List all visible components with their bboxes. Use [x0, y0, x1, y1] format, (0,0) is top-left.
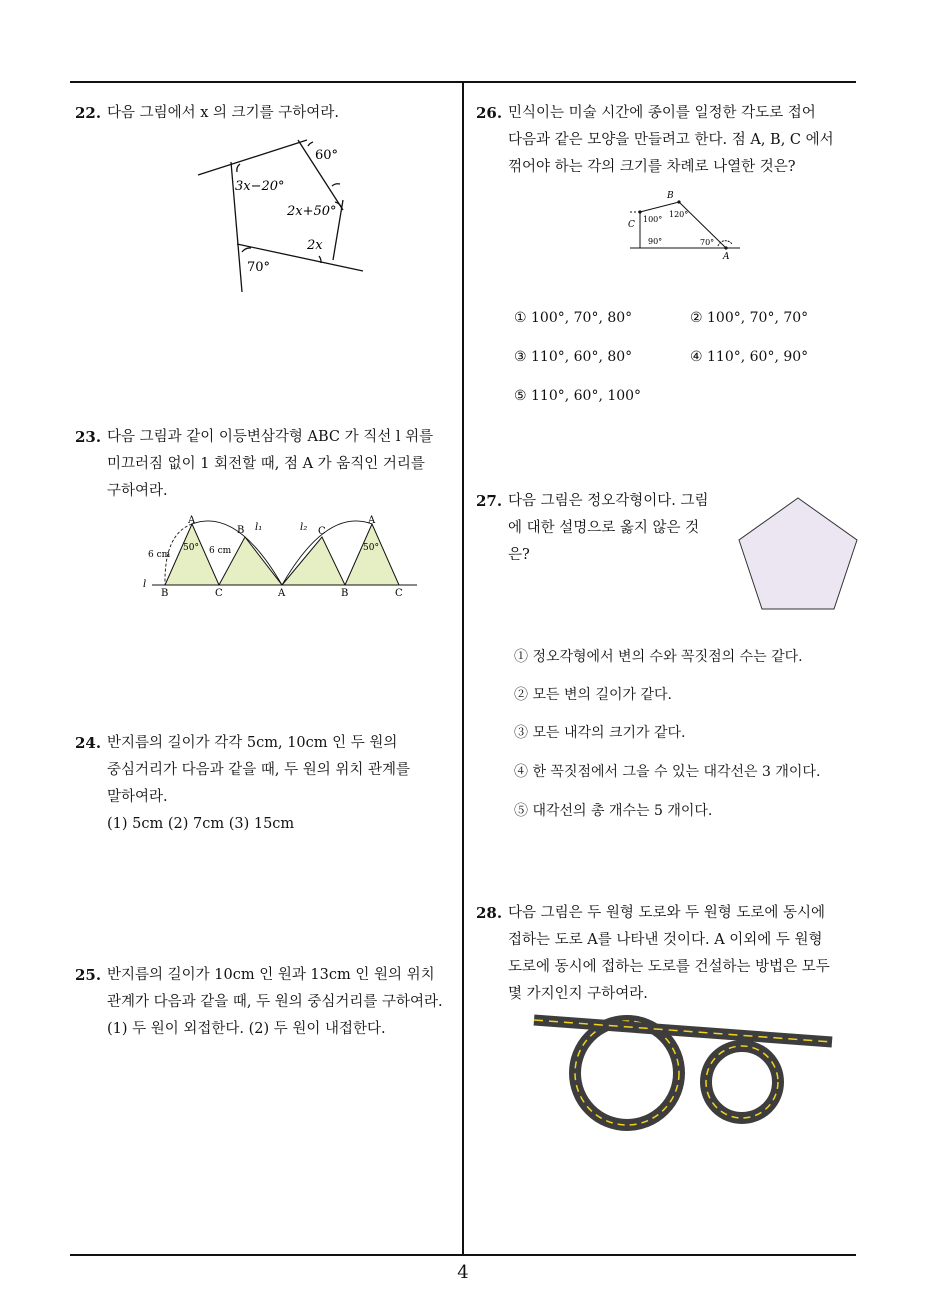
svg-text:B: B — [237, 525, 245, 536]
label-70: 70° — [247, 260, 271, 275]
figure-28-roads — [532, 1010, 834, 1140]
svg-text:B: B — [341, 588, 349, 599]
svg-text:120°: 120° — [669, 210, 689, 219]
svg-text:A: A — [278, 588, 286, 599]
svg-text:C: C — [628, 220, 635, 230]
svg-text:C: C — [318, 526, 326, 537]
q26-choice-5[interactable]: ⑤ 110°, 60°, 100° — [514, 388, 642, 404]
q27-choice-1[interactable]: ① 정오각형에서 변의 수와 꼭짓점의 수는 같다. — [514, 649, 803, 665]
label-2x: 2x — [307, 238, 323, 253]
svg-text:100°: 100° — [643, 215, 663, 224]
svg-text:50°: 50° — [363, 543, 379, 553]
q26-choice-1[interactable]: ① 100°, 70°, 80° — [514, 310, 633, 326]
svg-text:50°: 50° — [183, 543, 199, 553]
svg-text:C: C — [215, 588, 223, 599]
question-text: 민식이는 미술 시간에 종이를 일정한 각도로 접어 다음과 같은 모양을 만들려고 한다. 점 A, B, C 에서 꺾어야 하는 각의 크기를 차례로 나열한 것은? — [508, 105, 834, 175]
triangle-3 — [282, 537, 345, 585]
svg-text:A: A — [723, 252, 730, 262]
q26-choice-4[interactable]: ④ 110°, 60°, 90° — [690, 349, 809, 365]
svg-text:6 cm: 6 cm — [209, 546, 232, 556]
q26-choice-3[interactable]: ③ 110°, 60°, 80° — [514, 349, 633, 365]
question-text: 다음 그림에서 x 의 크기를 구하여라. — [107, 105, 339, 121]
q26-choice-2[interactable]: ② 100°, 70°, 70° — [690, 310, 809, 326]
svg-text:A: A — [368, 515, 376, 526]
svg-text:6 cm: 6 cm — [148, 550, 171, 560]
question-number: 28. — [476, 904, 503, 922]
question-number: 25. — [75, 966, 102, 984]
svg-text:B: B — [667, 191, 674, 201]
svg-text:90°: 90° — [648, 237, 663, 246]
figure-26-folded-paper — [622, 188, 744, 262]
question-text: 반지름의 길이가 각각 5cm, 10cm 인 두 원의 중심거리가 다음과 같을 때, 두 원의 위치 관계를 말하여라. (1) 5cm (2) 7cm (3) 15cm — [107, 735, 411, 832]
svg-text:C: C — [395, 588, 403, 599]
label-2x-50: 2x+50° — [287, 204, 337, 219]
svg-text:70°: 70° — [700, 238, 715, 247]
svg-text:l₁: l₁ — [255, 522, 263, 533]
triangle-2 — [219, 537, 282, 585]
question-number: 22. — [75, 104, 102, 122]
label-3x-20: 3x−20° — [235, 179, 285, 194]
question-number: 27. — [476, 492, 503, 510]
figure-23-rolling-triangle — [142, 512, 422, 600]
question-text: 다음 그림과 같이 이등변삼각형 ABC 가 직선 l 위를 미끄러짐 없이 1 회전할 때, 점 A 가 움직인 거리를 구하여라. — [107, 429, 434, 499]
question-number: 23. — [75, 428, 102, 446]
page-number: 4 — [457, 1262, 469, 1283]
question-text: 반지름의 길이가 10cm 인 원과 13cm 인 원의 위치 관계가 다음과 같을 때, 두 원의 중심거리를 구하여라. (1) 두 원이 외접한다. (2) 두 원이 내접한다. — [107, 967, 443, 1037]
svg-text:A: A — [188, 515, 196, 526]
question-text: 다음 그림은 정오각형이다. 그림 에 대한 설명으로 옳지 않은 것 은? — [508, 493, 709, 563]
svg-text:l: l — [143, 579, 147, 590]
q27-choice-5[interactable]: ⑤ 대각선의 총 개수는 5 개이다. — [514, 803, 713, 819]
figure-27-pentagon — [736, 495, 862, 613]
q27-choice-3[interactable]: ③ 모든 내각의 크기가 같다. — [514, 725, 686, 741]
triangle-4 — [345, 524, 399, 585]
question-text: 다음 그림은 두 원형 도로와 두 원형 도로에 동시에 접하는 도로 A를 나타낸 것이다. A 이외에 두 원형 도로에 동시에 접하는 도로를 건설하는 방법은 모두 몇 가지인지 구하여라. — [508, 905, 830, 1002]
column-divider — [462, 82, 464, 1255]
question-number: 26. — [476, 104, 503, 122]
svg-text:B: B — [161, 588, 169, 599]
figure-22-polygon — [195, 132, 370, 297]
question-number: 24. — [75, 734, 102, 752]
label-60: 60° — [315, 148, 339, 163]
q27-choice-2[interactable]: ② 모든 변의 길이가 같다. — [514, 687, 672, 703]
svg-text:l₂: l₂ — [300, 522, 308, 533]
q27-choice-4[interactable]: ④ 한 꼭짓점에서 그을 수 있는 대각선은 3 개이다. — [514, 764, 821, 780]
